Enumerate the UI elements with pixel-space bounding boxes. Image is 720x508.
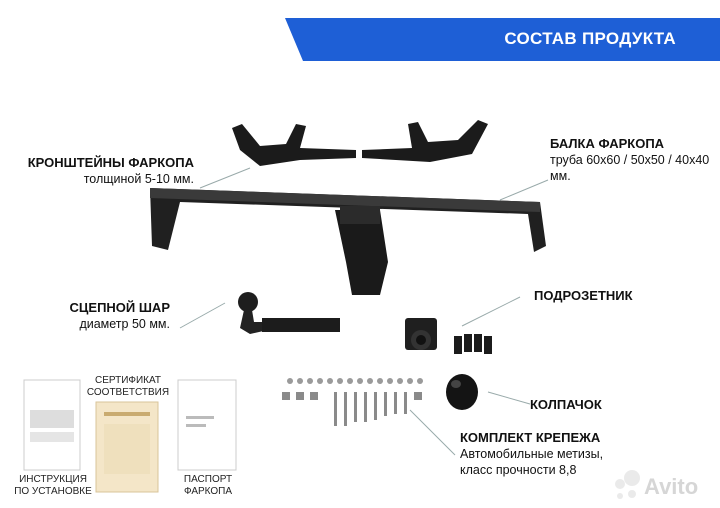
beam-subtitle: труба 60х60 / 50х50 / 40х40 мм. <box>550 153 710 183</box>
fasteners-line1: Автомобильные метизы, <box>460 447 604 461</box>
tow-ball <box>238 292 340 334</box>
certificate-caption-line2: СООТВЕТСТВИЯ <box>86 387 170 398</box>
brackets-title: КРОНШТЕЙНЫ ФАРКОПА <box>27 155 194 170</box>
ball-label <box>20 300 170 332</box>
instruction-document <box>24 380 80 470</box>
watermark-text: Avito <box>644 474 699 499</box>
ball-cap <box>446 374 478 410</box>
bracket-left <box>232 124 356 166</box>
beam-title: БАЛКА ФАРКОПА <box>550 136 665 151</box>
instruction-caption-line1: ИНСТРУКЦИЯ <box>19 474 87 485</box>
passport-caption-line2: ФАРКОПА <box>183 486 233 497</box>
fasteners <box>282 378 423 426</box>
cap-title: КОЛПАЧОК <box>530 397 602 412</box>
passport-document <box>178 380 236 470</box>
ball-title: СЦЕПНОЙ ШАР <box>69 300 170 315</box>
brackets-label <box>20 155 194 187</box>
certificate-caption <box>86 375 170 399</box>
passport-caption-line1: ПАСПОРТ <box>183 474 233 485</box>
certificate-caption-line1: СЕРТИФИКАТ <box>94 375 162 386</box>
tow-beam <box>150 188 546 295</box>
instruction-caption-line2: ПО УСТАНОВКЕ <box>14 486 92 497</box>
passport-caption <box>166 474 250 498</box>
fasteners-label <box>460 430 660 478</box>
certificate-document <box>96 402 158 492</box>
ball-subtitle: диаметр 50 мм. <box>79 317 170 331</box>
cap-label <box>530 397 650 413</box>
bracket-right <box>362 120 488 162</box>
socket-bracket <box>405 318 437 350</box>
beam-label <box>550 136 720 184</box>
socket-label <box>534 288 674 304</box>
spacers <box>454 334 492 354</box>
instruction-caption <box>10 474 96 498</box>
page-title: СОСТАВ ПРОДУКТА <box>504 29 676 48</box>
brackets-subtitle: толщиной 5-10 мм. <box>83 172 194 186</box>
fasteners-line2: класс прочности 8,8 <box>460 463 577 477</box>
fasteners-title: КОМПЛЕКТ КРЕПЕЖА <box>460 430 601 445</box>
socket-title: ПОДРОЗЕТНИК <box>534 288 633 303</box>
